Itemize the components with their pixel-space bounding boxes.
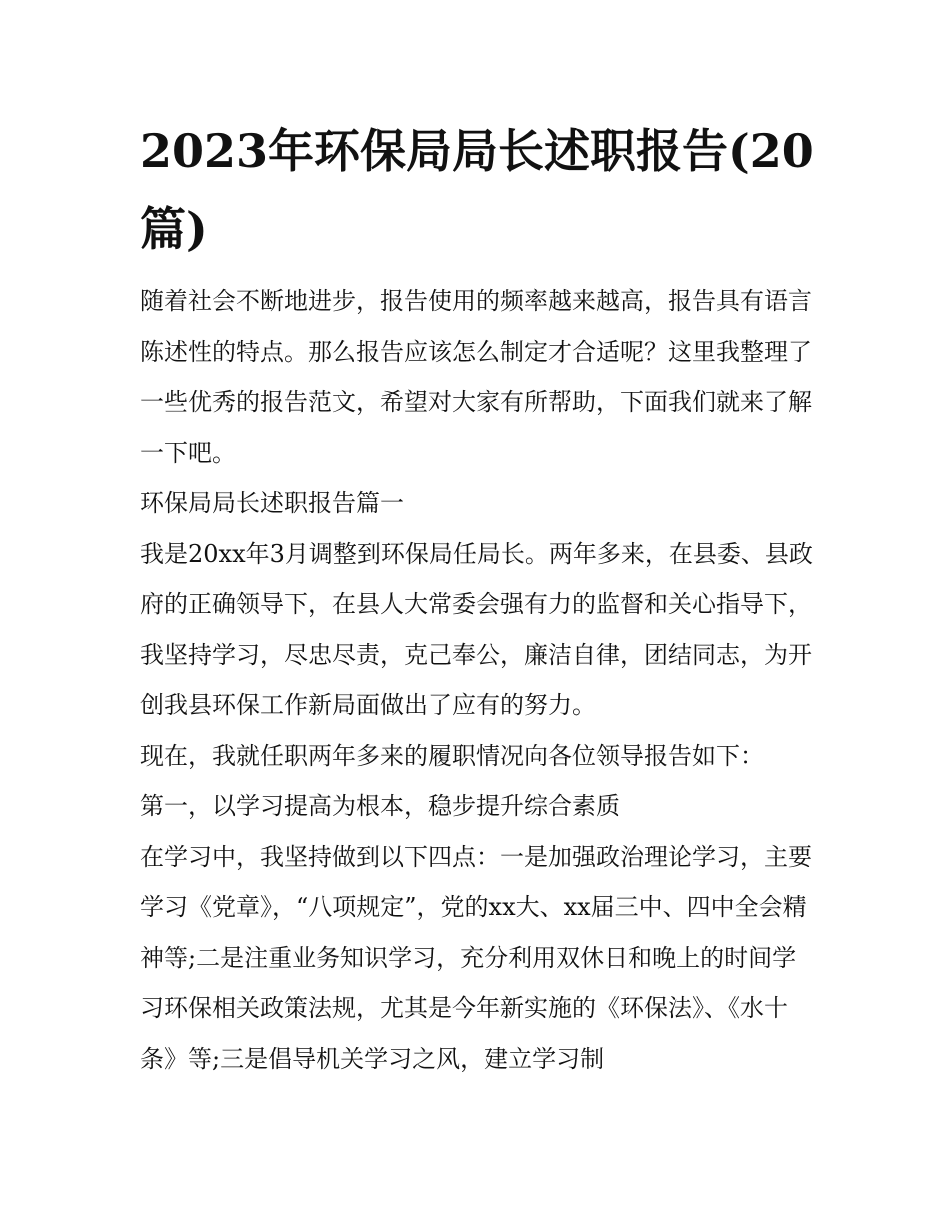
intro-paragraph: 随着社会不断地进步，报告使用的频率越来越高，报告具有语言陈述性的特点。那么报告应该怎么制定才合适呢？这里我整理了一些优秀的报告范文，希望对大家有所帮助，下面我们就来了解一下吧。 — [140, 287, 812, 467]
subsection-heading: 第一，以学习提高为根本，稳步提升综合素质 — [140, 792, 620, 820]
document-title: 2023年环保局局长述职报告(20篇) — [140, 124, 814, 256]
body-paragraph: 现在，我就任职两年多来的履职情况向各位领导报告如下： — [140, 741, 764, 770]
document-body — [140, 276, 815, 1084]
body-paragraph: 在学习中，我坚持做到以下四点：一是加强政治理论学习，主要学习《党章》，“八项规定”，党的xx大、xx届三中、四中全会精神等;二是注重业务知识学习，充分利用双休日和晚上的时间学习环保相关政策法规，尤其是今年新实施的《环保法》、《水十条》等;三是倡导机关学习之风，建立学习制 — [140, 842, 812, 1073]
section-heading: 环保局局长述职报告篇一 — [140, 489, 404, 517]
body-paragraph: 我是20xx年3月调整到环保局任局长。两年多来，在县委、县政府的正确领导下，在县人大常委会强有力的监督和关心指导下，我坚持学习，尽忠尽责，克己奉公，廉洁自律，团结同志，为开创我县环保工作新局面做出了应有的努力。 — [140, 539, 813, 719]
